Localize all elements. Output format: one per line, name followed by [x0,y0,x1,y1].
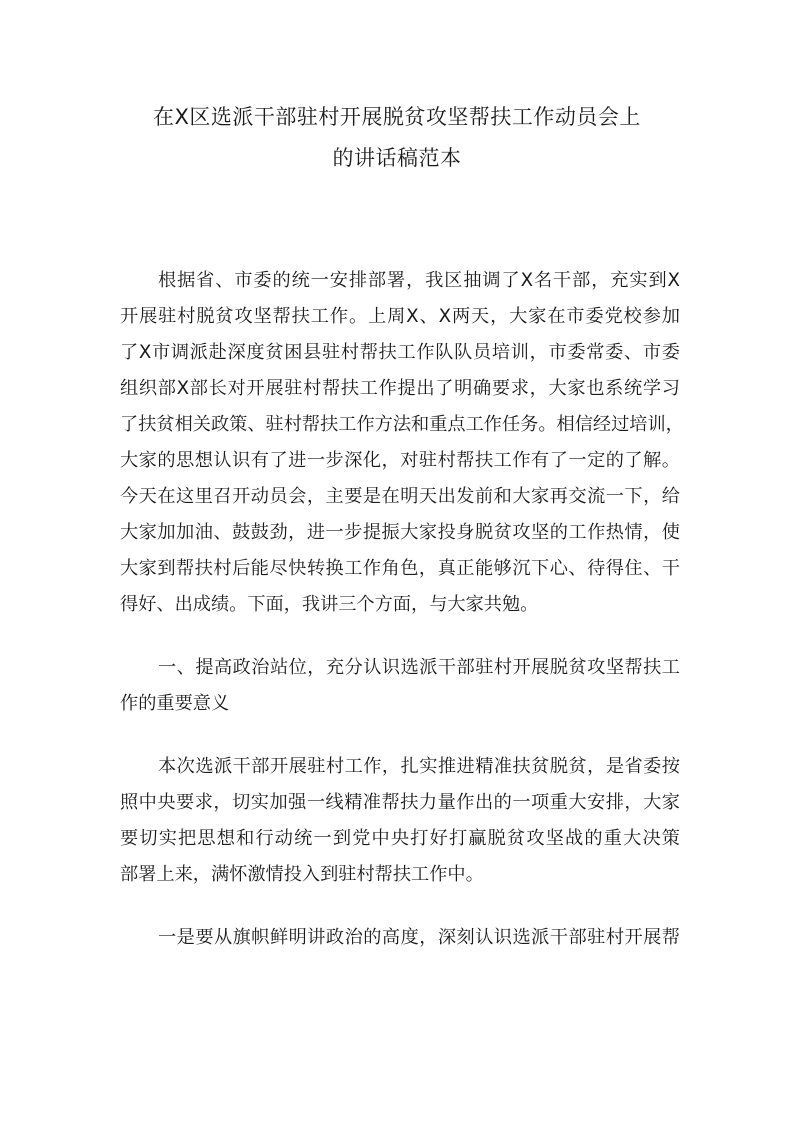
paragraph-line: 今天在这里召开动员会，主要是在明天出发前和大家再交流一下，给 [120,486,680,507]
paragraph-line: 大家的思想认识有了进一步深化，对驻村帮扶工作有了一定的了解。 [120,450,680,471]
paragraph-line: 要切实把思想和行动统一到党中央打好打赢脱贫攻坚战的重大决策 [120,828,680,849]
paragraph-line: 大家加加油、鼓鼓劲，进一步提振大家投身脱贫攻坚的工作热情，使 [120,522,680,543]
paragraph-line: 根据省、市委的统一安排部署，我区抽调了X名干部，充实到X [158,270,680,291]
document-title-line-1: 在X区选派干部驻村开展脱贫攻坚帮扶工作动员会上 [153,105,641,129]
paragraph-line: 了X市调派赴深度贫困县驻村帮扶工作队队员培训，市委常委、市委 [120,342,680,363]
paragraph-line: 照中央要求，切实加强一线精准帮扶力量作出的一项重大安排，大家 [120,792,680,813]
paragraph-line: 本次选派干部开展驻村工作，扎实推进精准扶贫脱贫，是省委按 [158,756,680,777]
paragraph-line: 大家到帮扶村后能尽快转换工作角色，真正能够沉下心、待得住、干 [120,558,680,579]
paragraph-line: 开展驻村脱贫攻坚帮扶工作。上周X、X两天，大家在市委党校参加 [120,306,680,327]
paragraph-line: 一、提高政治站位，充分认识选派干部驻村开展脱贫攻坚帮扶工 [158,657,680,678]
paragraph-line: 组织部X部长对开展驻村帮扶工作提出了明确要求，大家也系统学习 [120,378,680,399]
paragraph-line: 一是要从旗帜鲜明讲政治的高度，深刻认识选派干部驻村开展帮 [158,927,680,948]
paragraph-line: 部署上来，满怀激情投入到驻村帮扶工作中。 [120,864,484,885]
paragraph-line: 作的重要意义 [120,693,230,714]
paragraph-line: 得好、出成绩。下面，我讲三个方面，与大家共勉。 [120,594,539,615]
paragraph-line: 了扶贫相关政策、驻村帮扶工作方法和重点工作任务。相信经过培训， [120,414,684,435]
document-title-line-2: 的讲话稿范本 [332,146,462,170]
